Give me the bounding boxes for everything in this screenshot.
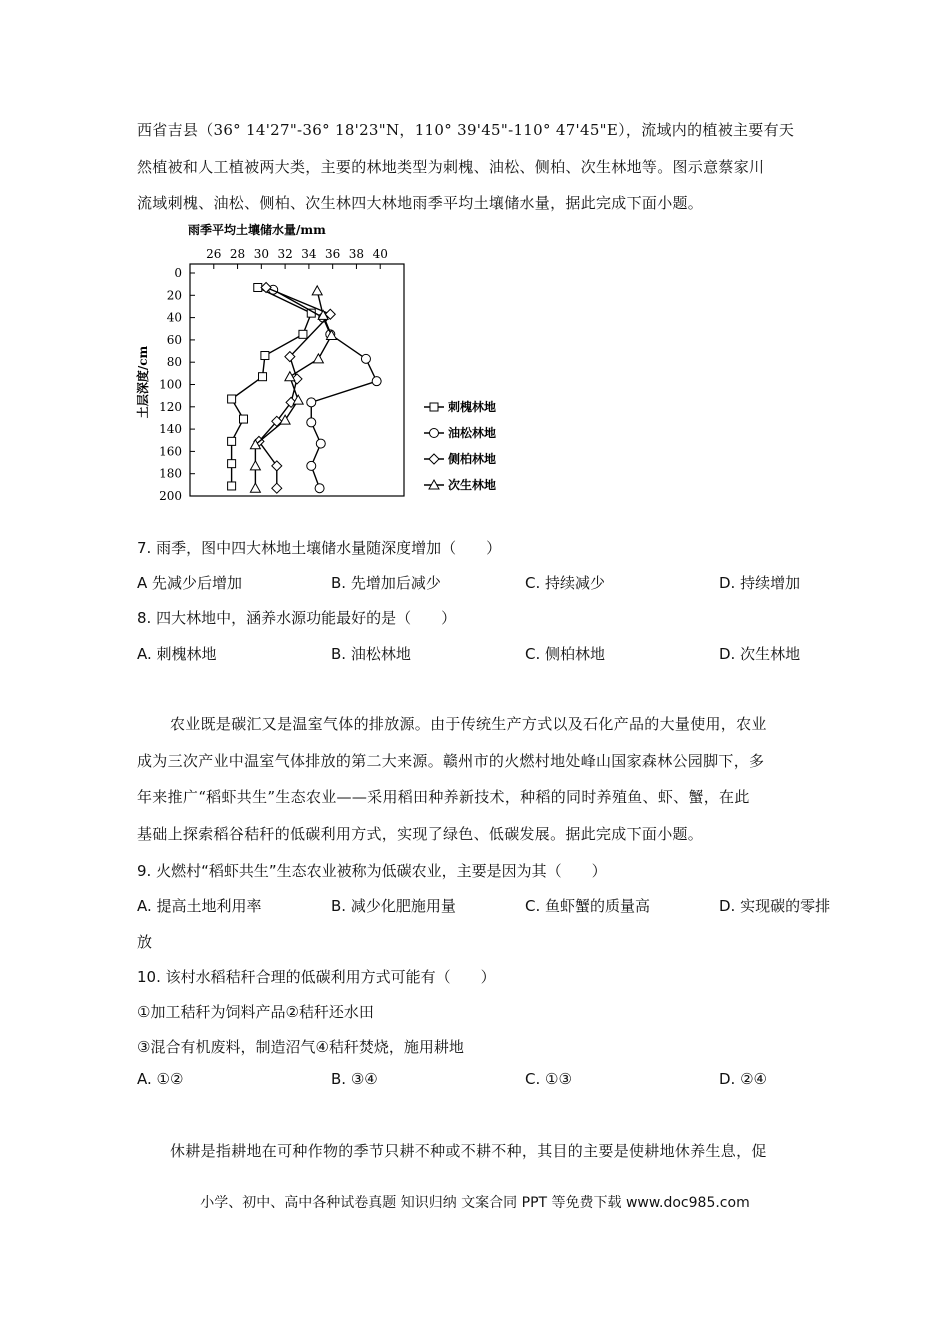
- page-footer: 小学、初中、高中各种试卷真题 知识归纳 文案合同 PPT 等免费下载 www.doc985.com: [200, 1195, 750, 1211]
- agri-line-4: 基础上探索稻谷秸秆的低碳利用方式，实现了绿色、低碳发展。据此完成下面小题。: [137, 824, 704, 843]
- circle-marker: [316, 439, 325, 448]
- circle-marker: [307, 418, 316, 427]
- question-9-stem: 9. 火燃村“稻虾共生”生态农业被称为低碳农业，主要是因为其（ ）: [137, 862, 607, 880]
- question-9-options: [137, 895, 857, 919]
- series-triangle: [250, 286, 336, 492]
- question-10-choices-line-2: ③混合有机废料，制造沼气④秸秆焚烧，施用耕地: [137, 1038, 464, 1056]
- question-7-stem: 7. 雨季，图中四大林地土壤储水量随深度增加（ ）: [137, 539, 502, 557]
- y-tick-label: 200: [159, 489, 182, 502]
- y-tick-label: 0: [174, 266, 182, 280]
- legend-entry: [424, 425, 496, 440]
- legend-entry: [424, 451, 496, 466]
- square-marker: [261, 352, 269, 360]
- x-tick-label: 38: [348, 247, 365, 261]
- legend-entry: [424, 399, 496, 414]
- x-tick-label: 30: [253, 247, 269, 261]
- circle-marker: [307, 461, 316, 470]
- question-10-choices-line-1: ①加工秸秆为饲料产品②秸秆还水田: [137, 1003, 374, 1021]
- q9-option-c[interactable]: C. 鱼虾蟹的质量高: [525, 897, 651, 915]
- q8-option-c[interactable]: C. 侧柏林地: [525, 645, 606, 663]
- agri-line-3: 年来推广“稻虾共生”生态农业——采用稻田种养新技术，种稻的同时养殖鱼、虾、蟹，在此: [137, 788, 750, 806]
- x-tick-label: 26: [206, 247, 222, 261]
- x-tick-label: 40: [372, 247, 388, 261]
- square-marker: [299, 330, 307, 338]
- question-8-stem: 8. 四大林地中，涵养水源功能最好的是（ ）: [137, 609, 457, 627]
- fallow-paragraph: [137, 1133, 827, 1170]
- x-tick-label: 28: [229, 247, 246, 261]
- q10-option-a[interactable]: A. ①②: [137, 1070, 184, 1088]
- triangle-marker: [250, 483, 260, 492]
- square-marker: [228, 395, 236, 403]
- fallow-line-1: 休耕是指耕地在可种作物的季节只耕不种或不耕不种，其目的主要是使耕地休养生息，促: [170, 1142, 767, 1160]
- q9-option-b[interactable]: B. 减少化肥施用量: [331, 897, 456, 915]
- circle-marker: [361, 354, 370, 363]
- q7-option-d[interactable]: D. 持续增加: [719, 574, 801, 592]
- q10-option-d[interactable]: D. ②④: [719, 1070, 767, 1088]
- question-8-options: [137, 643, 857, 667]
- chart-y-axis-label: 土层深度/cm: [136, 345, 150, 419]
- legend-label: 刺槐林地: [448, 400, 497, 414]
- square-marker: [240, 415, 248, 423]
- question-10-stem: 10. 该村水稻秸秆合理的低碳利用方式可能有（ ）: [137, 968, 496, 986]
- y-tick-label: 60: [166, 332, 182, 347]
- intro-paragraph: [137, 112, 827, 222]
- legend-label: 油松林地: [448, 426, 497, 440]
- q7-option-c[interactable]: C. 持续减少: [525, 574, 606, 592]
- y-tick-label: 160: [159, 444, 182, 459]
- square-marker: [228, 482, 236, 490]
- legend-entry: [424, 477, 496, 492]
- diamond-marker: [272, 461, 282, 471]
- y-tick-label: 80: [166, 355, 182, 370]
- diamond-marker: [272, 483, 282, 493]
- legend-label: 侧柏林地: [448, 452, 497, 466]
- q7-option-b[interactable]: B. 先增加后减少: [331, 574, 441, 592]
- soil-water-chart: [130, 222, 530, 502]
- diamond-marker: [429, 454, 439, 464]
- q9-option-d[interactable]: D. 实现碳的零排: [719, 897, 831, 915]
- square-marker: [259, 373, 267, 381]
- q8-option-b[interactable]: B. 油松林地: [331, 645, 411, 663]
- circle-marker: [430, 429, 439, 438]
- y-tick-label: 100: [159, 377, 182, 392]
- circle-marker: [307, 398, 316, 407]
- square-marker: [430, 403, 438, 411]
- q10-option-c[interactable]: C. ①③: [525, 1070, 572, 1088]
- agri-paragraph: [137, 706, 827, 852]
- agri-line-1: 农业既是碳汇又是温室气体的排放源。由于传统生产方式以及石化产品的大量使用，农业: [170, 715, 767, 733]
- triangle-marker: [250, 461, 260, 470]
- y-tick-label: 120: [159, 399, 182, 414]
- chart-x-axis-label: 雨季平均土壤储水量/mm: [188, 223, 326, 237]
- circle-marker: [372, 377, 381, 386]
- q8-option-a[interactable]: A. 刺槐林地: [137, 645, 217, 663]
- intro-line-1: 西省吉县（36° 14'27"-36° 18'23"N，110° 39'45"-110° 47'45"E），流域内的植被主要有天: [137, 121, 795, 139]
- triangle-marker: [312, 286, 322, 295]
- triangle-marker: [280, 415, 290, 424]
- q9-option-a[interactable]: A. 提高土地利用率: [137, 897, 262, 915]
- triangle-marker: [293, 395, 303, 404]
- intro-line-3: 流域刺槐、油松、侧柏、次生林四大林地雨季平均土壤储水量，据此完成下面小题。: [137, 194, 704, 212]
- y-tick-label: 40: [166, 310, 182, 325]
- agri-line-2: 成为三次产业中温室气体排放的第二大来源。赣州市的火燃村地处峰山国家森林公园脚下，多: [137, 751, 765, 770]
- q9-option-d-wrap: 放: [137, 933, 153, 951]
- series-line: [232, 287, 312, 485]
- y-tick-label: 140: [159, 422, 182, 437]
- square-marker: [228, 460, 236, 468]
- square-marker: [228, 437, 236, 445]
- question-7-options: [137, 572, 857, 596]
- y-tick-label: 20: [166, 288, 182, 303]
- question-10-options: [137, 1070, 857, 1094]
- x-tick-label: 36: [325, 247, 341, 261]
- triangle-marker: [285, 372, 295, 381]
- q7-option-a[interactable]: A 先减少后增加: [137, 574, 243, 592]
- triangle-marker: [313, 354, 323, 363]
- q8-option-d[interactable]: D. 次生林地: [719, 645, 801, 663]
- x-tick-label: 34: [301, 247, 317, 261]
- intro-line-2: 然植被和人工植被两大类，主要的林地类型为刺槐、油松、侧柏、次生林地等。图示意蔡家川: [137, 157, 765, 176]
- x-tick-label: 32: [277, 247, 293, 261]
- circle-marker: [315, 484, 324, 493]
- legend-label: 次生林地: [448, 478, 497, 492]
- y-tick-label: 180: [159, 466, 182, 481]
- q10-option-b[interactable]: B. ③④: [331, 1070, 378, 1088]
